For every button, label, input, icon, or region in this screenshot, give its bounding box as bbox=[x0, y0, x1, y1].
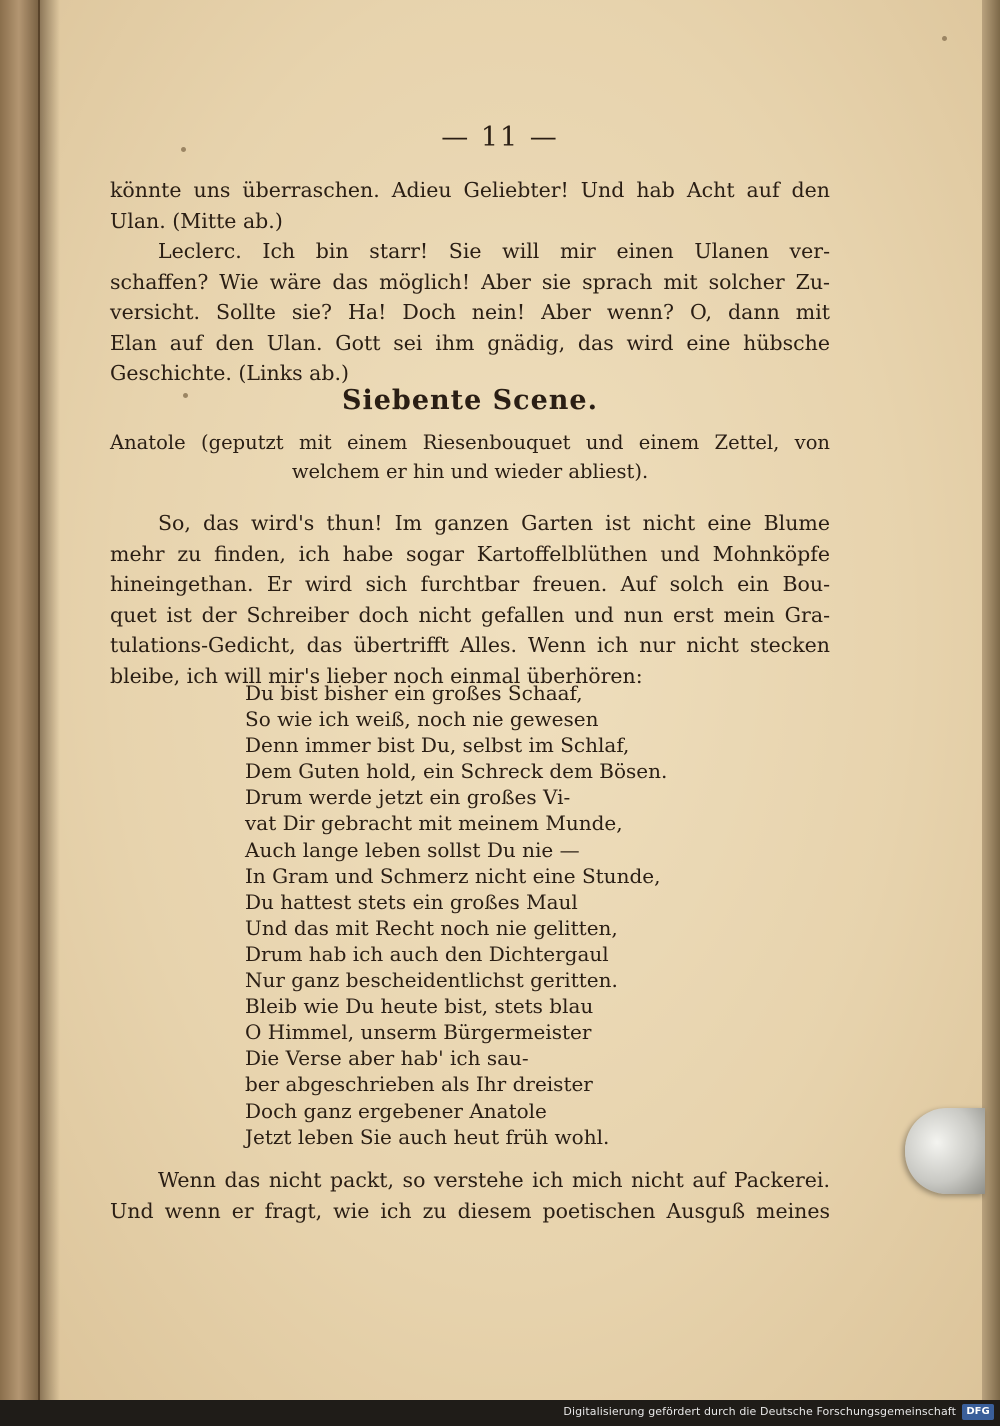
closing-block bbox=[110, 1165, 830, 1226]
poem-line: vat Dir gebracht mit meinem Munde, bbox=[245, 811, 623, 836]
poem-line: Du bist bisher ein großes Schaaf, bbox=[245, 681, 583, 705]
top-text-block bbox=[110, 175, 830, 389]
text-line: bleibe, ich will mir's lieber noch einmal überhören: bbox=[110, 663, 643, 688]
page-clip-icon bbox=[905, 1108, 985, 1194]
text-line: könnte uns überraschen. Adieu Geliebter! Und hab Acht auf den bbox=[110, 178, 830, 202]
text-line: Und wenn er fragt, wie ich zu diesem poetischen Ausguß meines bbox=[110, 1198, 830, 1223]
text-line: schaffen? Wie wäre das möglich! Aber sie sprach mit solcher Zu- bbox=[110, 269, 830, 294]
poem-line: Drum werde jetzt ein großes Vi- bbox=[245, 785, 571, 810]
monologue-block bbox=[110, 508, 830, 691]
page-number: — 11 — bbox=[441, 122, 559, 153]
text-line: Geschichte. (Links ab.) bbox=[110, 361, 350, 385]
poem-line: Denn immer bist Du, selbst im Schlaf, bbox=[245, 733, 630, 758]
poem-line: Und das mit Recht noch nie gelitten, bbox=[245, 915, 618, 940]
poem-line: Dem Guten hold, ein Schreck dem Bösen. bbox=[245, 759, 668, 784]
text-line: tulations-Gedicht, das übertrifft Alles. Wenn ich nur nicht stecken bbox=[110, 633, 830, 657]
poem-line: So wie ich weiß, noch nie gewesen bbox=[245, 707, 599, 732]
text-line: mehr zu finden, ich habe sogar Kartoffelblüthen und Mohnköpfe bbox=[110, 541, 830, 566]
poem-line: Nur ganz bescheidentlichst geritten. bbox=[245, 968, 618, 993]
poem-line: Bleib wie Du heute bist, stets blau bbox=[245, 994, 594, 1019]
poem-line: Jetzt leben Sie auch heut früh wohl. bbox=[245, 1124, 610, 1149]
funding-credit: Digitalisierung gefördert durch die Deutsche Forschungsgemeinschaft bbox=[563, 1405, 956, 1418]
stage-direction-line: Anatole (geputzt mit einem Riesenbouquet und einem Zettel, von bbox=[110, 431, 830, 454]
poem-line: Die Verse aber hab' ich sau- bbox=[245, 1046, 529, 1071]
poem-line: ber abgeschrieben als Ihr dreister bbox=[245, 1072, 593, 1097]
paper-speck bbox=[942, 36, 947, 41]
poem-line: O Himmel, unserm Bürgermeister bbox=[245, 1020, 592, 1045]
scene-heading: Siebente Scene. bbox=[342, 385, 598, 416]
poem-line: Du hattest stets ein großes Maul bbox=[245, 889, 578, 914]
text-line: quet ist der Schreiber doch nicht gefallen und nun erst mein Gra- bbox=[110, 602, 830, 627]
text-line: Leclerc. Ich bin starr! Sie will mir einen Ulanen ver- bbox=[158, 239, 830, 263]
poem-line: Drum hab ich auch den Dichtergaul bbox=[245, 941, 609, 966]
text-line: hineingethan. Er wird sich furchtbar freuen. Auf solch ein Bou- bbox=[110, 572, 830, 596]
text-line: So, das wird's thun! Im ganzen Garten ist nicht eine Blume bbox=[158, 511, 830, 535]
text-line: Elan auf den Ulan. Gott sei ihm gnädig, das wird eine hübsche bbox=[110, 330, 830, 355]
poem-line: Auch lange leben sollst Du nie — bbox=[245, 837, 580, 862]
poem-line: Doch ganz ergebener Anatole bbox=[245, 1098, 547, 1123]
poem-line: In Gram und Schmerz nicht eine Stunde, bbox=[245, 863, 661, 888]
text-line: Wenn das nicht packt, so verstehe ich mich nicht auf Packerei. bbox=[158, 1168, 830, 1192]
stage-direction bbox=[110, 428, 830, 486]
book-left-edge bbox=[0, 0, 42, 1400]
poem bbox=[245, 680, 667, 1150]
text-line: Ulan. (Mitte ab.) bbox=[110, 208, 283, 233]
text-line: versicht. Sollte sie? Ha! Doch nein! Aber wenn? O, dann mit bbox=[110, 300, 830, 324]
stage-direction-line: welchem er hin und wieder abliest). bbox=[291, 460, 649, 483]
spine-shadow bbox=[38, 0, 60, 1400]
dfg-logo-icon: DFG bbox=[962, 1404, 994, 1420]
